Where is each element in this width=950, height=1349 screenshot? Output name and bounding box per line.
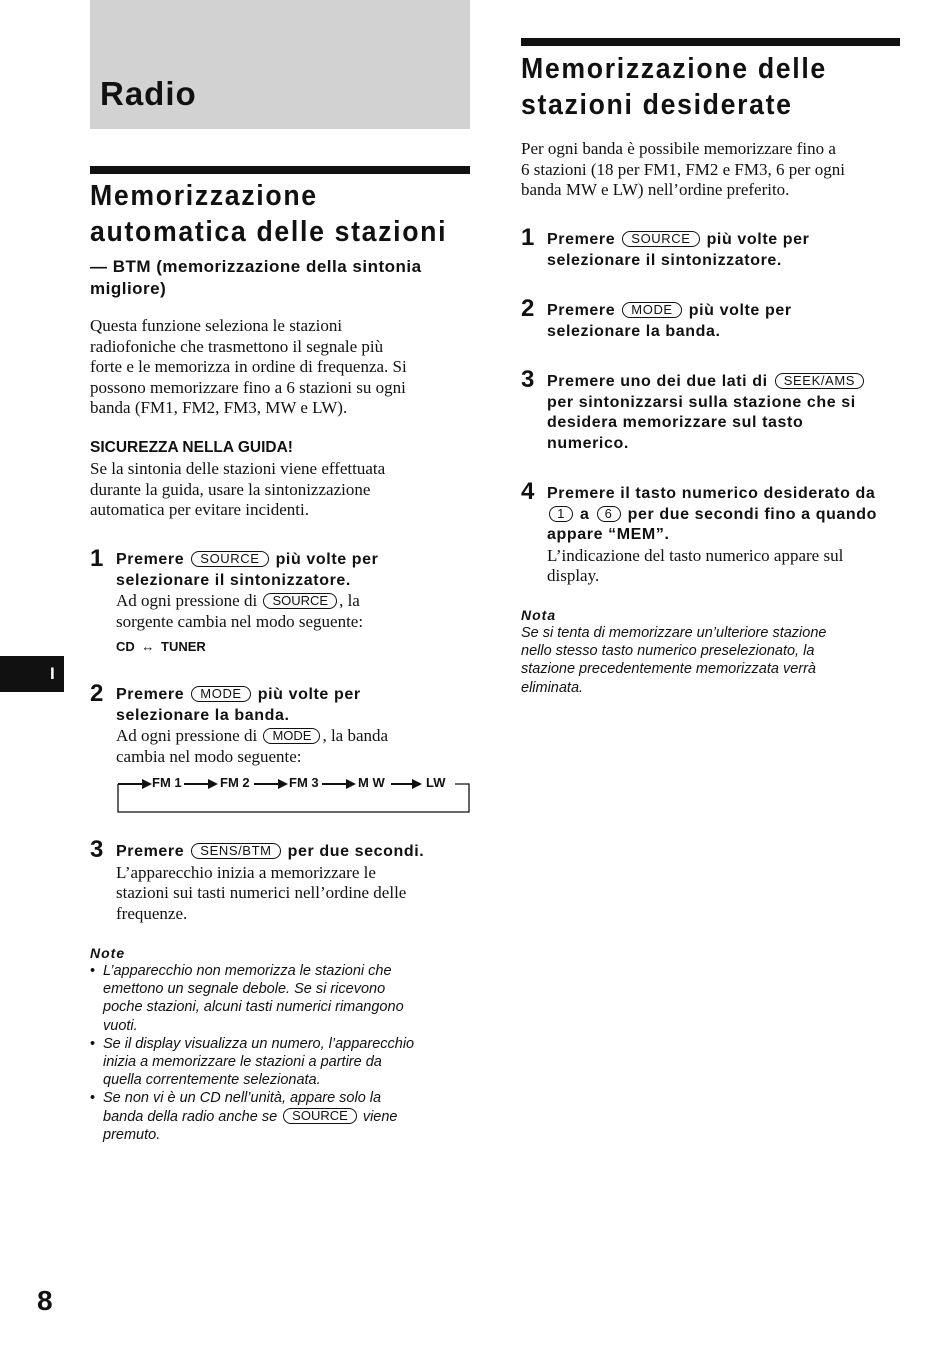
mode-button: MODE bbox=[191, 686, 250, 702]
right-note-title: Nota bbox=[521, 607, 557, 623]
left-step2-desc2: cambia nel modo seguente: bbox=[116, 746, 302, 766]
right-step1-line2: selezionare il sintonizzatore. bbox=[547, 251, 782, 269]
left-step1-post: più volte per bbox=[275, 551, 379, 568]
right-note-line: eliminata. bbox=[521, 679, 584, 696]
right-step3-number: 3 bbox=[521, 366, 535, 393]
right-step2-post: più volte per bbox=[688, 302, 792, 319]
left-step1-desc bbox=[116, 591, 476, 612]
right-step2-line2: selezionare la banda. bbox=[547, 322, 721, 340]
right-step1-instruction bbox=[547, 230, 907, 251]
seek-ams-button: SEEK/AMS bbox=[775, 373, 864, 389]
left-intro-line: radiofoniche che trasmettono il segnale più bbox=[90, 336, 384, 356]
left-step3-pre: Premere bbox=[116, 843, 185, 860]
left-step2-desc bbox=[116, 726, 476, 747]
band-lw: LW bbox=[426, 775, 446, 790]
band-fm1: FM 1 bbox=[152, 775, 182, 790]
warning-text bbox=[90, 459, 480, 521]
source-button: SOURCE bbox=[622, 231, 699, 247]
left-step1-desc-pre: Ad ogni pressione di bbox=[116, 591, 258, 610]
left-step2-instruction bbox=[116, 685, 476, 706]
preset-1-button: 1 bbox=[549, 506, 573, 522]
left-title-line1: Memorizzazione bbox=[90, 180, 318, 212]
right-note-text bbox=[521, 624, 911, 697]
left-subtitle bbox=[90, 256, 422, 300]
left-intro-line: Questa funzione seleziona le stazioni bbox=[90, 316, 343, 335]
left-intro-line: possono memorizzare fino a 6 stazioni su ogni bbox=[90, 377, 406, 397]
right-step4-desc-line: L’indicazione del tasto numerico appare sul bbox=[547, 545, 844, 565]
right-step2-pre: Premere bbox=[547, 302, 616, 319]
right-step4-line3: appare “MEM”. bbox=[547, 526, 670, 543]
left-step3-instruction bbox=[116, 842, 476, 863]
note-item bbox=[90, 1089, 480, 1144]
right-step4-line1: Premere il tasto numerico desiderato da bbox=[547, 485, 876, 502]
left-step3 bbox=[116, 842, 476, 924]
right-title-line2: stazioni desiderate bbox=[521, 89, 793, 121]
note-line: inizia a memorizzare le stazioni a partire da bbox=[103, 1054, 382, 1071]
note-line: vuoti. bbox=[103, 1017, 138, 1034]
left-step1-number: 1 bbox=[90, 545, 104, 572]
right-step4-post: per due secondi fino a quando bbox=[627, 505, 878, 523]
cd-tuner-flow bbox=[116, 639, 476, 654]
side-tab bbox=[0, 656, 64, 692]
left-step2-post: più volte per bbox=[257, 686, 361, 703]
source-button: SOURCE bbox=[191, 551, 268, 567]
left-step2-line2: selezionare la banda. bbox=[116, 706, 290, 724]
side-tab-label: I bbox=[50, 664, 55, 683]
right-intro-paragraph bbox=[521, 139, 921, 201]
right-section-title bbox=[521, 51, 907, 123]
warning-title: SICUREZZA NELLA GUIDA! bbox=[90, 439, 293, 456]
double-arrow-icon: ↔ bbox=[141, 639, 155, 655]
note-line: • Se non vi è un CD nell’unità, appare solo la bbox=[103, 1090, 382, 1107]
right-step4 bbox=[547, 484, 917, 587]
note-line-pre: banda della radio anche se bbox=[103, 1108, 278, 1125]
note-line: premuto. bbox=[103, 1126, 161, 1143]
left-step2 bbox=[116, 685, 476, 767]
left-notes-list bbox=[90, 962, 480, 1144]
mode-button: MODE bbox=[263, 728, 320, 744]
note-line: • Se il display visualizza un numero, l’apparecchio bbox=[103, 1035, 415, 1052]
right-step3-pre: Premere uno dei due lati di bbox=[547, 373, 768, 390]
note-line-post: viene bbox=[362, 1108, 398, 1125]
right-step2-number: 2 bbox=[521, 295, 535, 322]
band-fm3: FM 3 bbox=[289, 775, 319, 790]
right-step4-line2 bbox=[547, 505, 917, 526]
left-step3-desc-line: stazioni sui tasti numerici nell’ordine delle bbox=[116, 883, 407, 903]
right-step1-post: più volte per bbox=[706, 231, 810, 248]
right-step4-desc bbox=[547, 546, 917, 587]
left-step3-desc-line: L’apparecchio inizia a memorizzare le bbox=[116, 862, 376, 882]
left-step2-number: 2 bbox=[90, 680, 104, 707]
right-step1-number: 1 bbox=[521, 224, 535, 251]
right-step3-line4: numerico. bbox=[547, 434, 629, 452]
left-step1-desc-post: , la bbox=[339, 591, 360, 610]
flow-cd: CD bbox=[116, 639, 135, 655]
right-step3-line3: desidera memorizzare sul tasto bbox=[547, 414, 804, 431]
band-cycle-diagram bbox=[116, 770, 472, 816]
left-intro-paragraph bbox=[90, 316, 480, 419]
left-subtitle-line1: — BTM (memorizzazione della sintonia bbox=[90, 257, 422, 276]
right-step4-mid: a bbox=[580, 505, 590, 523]
preset-6-button: 6 bbox=[597, 506, 621, 522]
sens-btm-button: SENS/BTM bbox=[191, 843, 280, 859]
right-step1 bbox=[547, 230, 907, 271]
band-fm2: FM 2 bbox=[220, 775, 250, 790]
right-step4-number: 4 bbox=[521, 478, 535, 505]
left-step3-desc bbox=[116, 863, 476, 925]
right-step2-instruction bbox=[547, 301, 907, 322]
warning-line: Se la sintonia delle stazioni viene effettuata bbox=[90, 459, 386, 478]
note-line: emettono un segnale debole. Se si ricevono bbox=[103, 981, 386, 998]
right-step3 bbox=[547, 372, 907, 454]
left-title-line2: automatica delle stazioni bbox=[90, 216, 448, 248]
section-label: Radio bbox=[100, 75, 197, 112]
left-step2-desc-post: , la banda bbox=[322, 726, 389, 745]
left-step1-instruction bbox=[116, 550, 476, 571]
left-step1 bbox=[116, 550, 476, 654]
flow-tuner: TUNER bbox=[161, 639, 206, 655]
warning-line: durante la guida, usare la sintonizzazione bbox=[90, 479, 371, 499]
right-step4-desc-line: display. bbox=[547, 566, 600, 586]
left-step3-desc-line: frequenze. bbox=[116, 903, 188, 923]
right-note-line: nello stesso tasto numerico preselezionato, la bbox=[521, 643, 815, 660]
left-step1-line2: selezionare il sintonizzatore. bbox=[116, 571, 351, 589]
warning-line: automatica per evitare incidenti. bbox=[90, 500, 310, 520]
note-line: quella correntemente selezionata. bbox=[103, 1072, 321, 1089]
source-button: SOURCE bbox=[263, 593, 337, 609]
left-intro-line: banda (FM1, FM2, FM3, MW e LW). bbox=[90, 398, 348, 418]
band-mw: M W bbox=[358, 775, 385, 790]
left-title-rule bbox=[90, 166, 470, 174]
page-number: 8 bbox=[37, 1285, 53, 1316]
right-title-rule bbox=[521, 38, 900, 46]
left-step2-pre: Premere bbox=[116, 686, 185, 703]
note-line: • L’apparecchio non memorizza le stazioni che bbox=[103, 963, 392, 979]
mode-button: MODE bbox=[622, 302, 681, 318]
left-step1-desc2: sorgente cambia nel modo seguente: bbox=[116, 611, 364, 631]
right-step3-line2: per sintonizzarsi sulla stazione che si bbox=[547, 393, 856, 411]
right-intro-line: banda MW e LW) nell’ordine preferito. bbox=[521, 180, 790, 200]
source-button: SOURCE bbox=[283, 1108, 357, 1124]
left-subtitle-line2: migliore) bbox=[90, 279, 167, 298]
note-line: poche stazioni, alcuni tasti numerici rimangono bbox=[103, 999, 404, 1016]
left-step1-pre: Premere bbox=[116, 551, 185, 568]
right-step3-instruction bbox=[547, 372, 907, 393]
right-intro-line: Per ogni banda è possibile memorizzare fino a bbox=[521, 139, 836, 158]
left-section-title bbox=[90, 178, 476, 250]
left-step2-desc-pre: Ad ogni pressione di bbox=[116, 726, 258, 745]
note-line bbox=[103, 1108, 480, 1126]
note-item bbox=[90, 962, 480, 1035]
left-step3-number: 3 bbox=[90, 836, 104, 863]
right-note-line: stazione precedentemente memorizzata verrà bbox=[521, 661, 816, 678]
left-intro-line: forte e le memorizza in ordine di frequenza. Si bbox=[90, 357, 407, 377]
left-step3-post: per due secondi. bbox=[287, 843, 425, 860]
section-header-box bbox=[90, 0, 470, 129]
note-item bbox=[90, 1035, 480, 1090]
right-intro-line: 6 stazioni (18 per FM1, FM2 e FM3, 6 per ogni bbox=[521, 159, 845, 179]
right-title-line1: Memorizzazione delle bbox=[521, 53, 827, 85]
right-step2 bbox=[547, 301, 907, 342]
left-notes-title: Note bbox=[90, 945, 126, 961]
right-step1-pre: Premere bbox=[547, 231, 616, 248]
right-note-line: Se si tenta di memorizzare un’ulteriore stazione bbox=[521, 625, 827, 641]
